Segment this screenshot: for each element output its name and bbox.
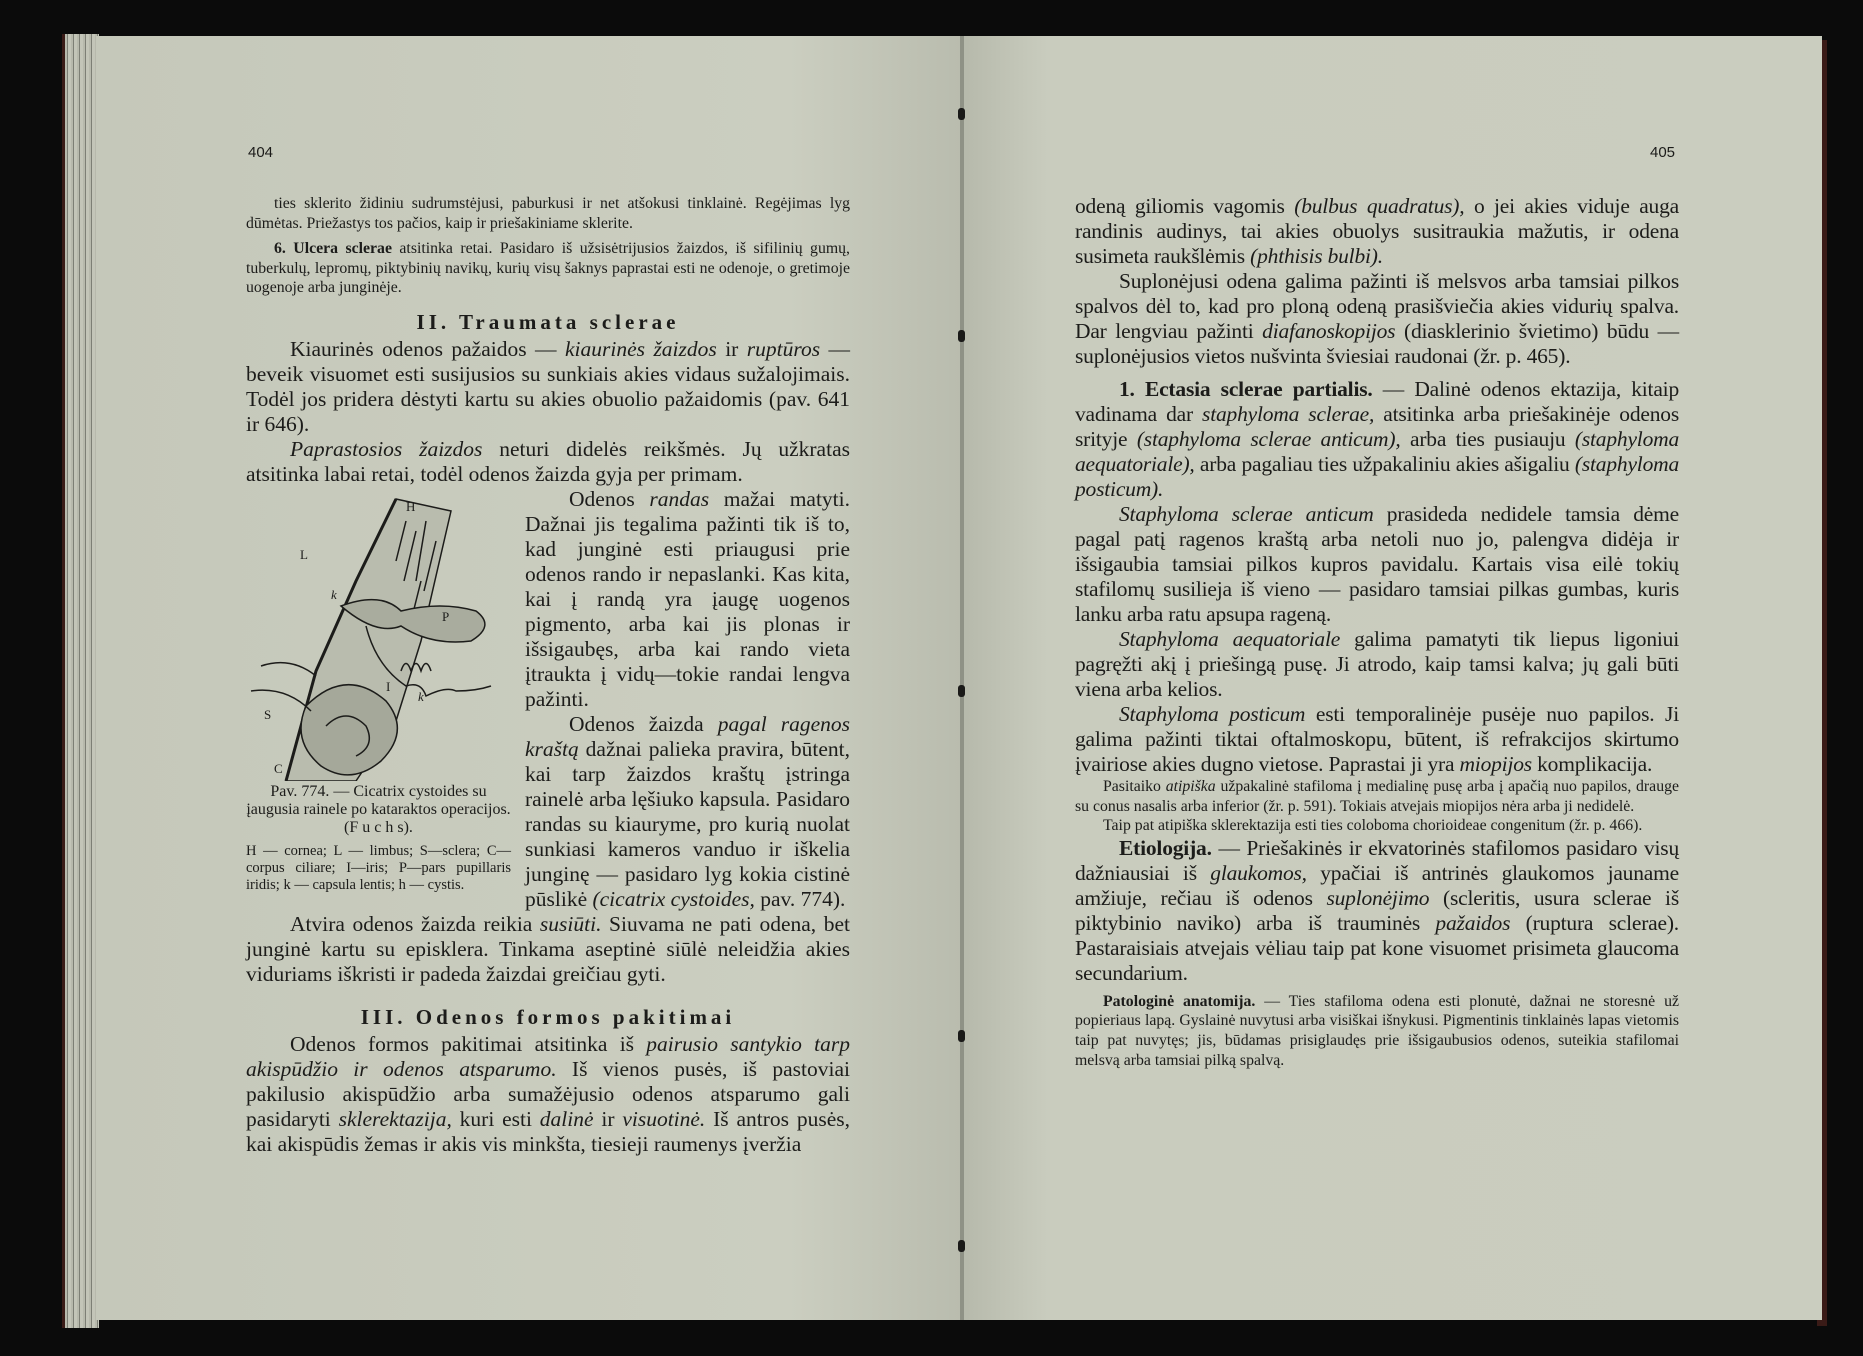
text-run: prasideda nedidele tamsia dėme pagal patį ragenos kraštą arba netoli nuo jo, palengva didėja ir išsigaubia tamsiai pilkos kupros pavidalu. Kartais visa eilė tokių stafilomų susilieja iš vieno — pasidaro tamsiai pilkas gumbas, kuris lanku arba ratu apsupa rageną. — [1075, 502, 1680, 626]
label-P: P — [442, 608, 450, 624]
text-run: ir — [716, 336, 747, 361]
text-run: galima pamatyti tik liepus ligoniui pagręžti akį į priešingą pusę. Ji atrodo, kaip tamsi kalva; jų gali būti viena arba kelios. — [1075, 627, 1679, 701]
text-run: pav. 774). — [754, 886, 846, 911]
italic-term: ruptūros — [746, 336, 821, 361]
text-run: kuri esti — [451, 1106, 540, 1131]
binding-stitch — [958, 1030, 965, 1042]
text-run: (scleritis, usura sclerae iš piktybinio naviko) arba iš trauminės — [1075, 885, 1679, 935]
italic-term: sklerektazija, — [338, 1106, 452, 1131]
text-run: (diasklerinio švietimo) būdu — suplonėjusios vietos nušvinta šviesiai raudonai (žr. p. 465). — [1075, 319, 1679, 368]
text-run: — Priešakinės ir ekvatorinės stafilomos pasidaro visų dažniausiai iš — [1075, 835, 1679, 885]
italic-term: randas — [649, 486, 710, 511]
paragraph — [1075, 702, 1679, 777]
text-run: Odenos žaizda — [569, 711, 718, 736]
text-run: Suplonėjusi odena galima pažinti iš melsvos arba tamsiai pilkos spalvos dėl to, kad pro ploną odeną prasišviečia akies vidurių spalva. Dar lengviau pažinti — [1075, 269, 1679, 343]
paragraph — [246, 912, 850, 987]
left-page — [96, 36, 962, 1320]
italic-term: Staphyloma sclerae anticum — [1119, 502, 1374, 526]
italic-term: (bulbus quadratus), — [1294, 194, 1465, 218]
italic-term: visuotinė. — [622, 1106, 706, 1131]
text-run: odeną giliomis vagomis — [1075, 194, 1295, 218]
paragraph — [1075, 816, 1679, 836]
italic-term: staphyloma sclerae, — [1202, 402, 1375, 426]
text-run: Taip pat atipiška sklerektazija esti ties coloboma chorioideae congenitum (žr. p. 466). — [1103, 817, 1643, 835]
italic-term: suplonėjimo — [1326, 885, 1430, 910]
italic-term: susiūti. — [539, 911, 602, 936]
text-run: atsitinka arba priešakinėje odenos srityje — [1075, 402, 1679, 451]
run-in-heading: 6. Ulcera sclerae — [274, 240, 392, 258]
label-H: H — [406, 498, 416, 514]
italic-term: miopijos — [1459, 752, 1532, 776]
text-run: — Ties stafiloma odena esti plonutė, dažnai ne storesnė už popieriaus lapą. Gyslainė nuvytusi arba visiškai išnykusi. Pigmentinis tinklainės lapas vietomis taip pat nuvytęs; jis, būdamas prisiglaudęs prie išsigaubusios odenos, suteikia stafilomai melsvą arba tamsiai pilką spalvą. — [1075, 992, 1679, 1069]
italic-term: Staphyloma aequatoriale — [1119, 627, 1341, 651]
italic-term: glaukomos, — [1210, 860, 1307, 885]
label-L: L — [300, 546, 308, 562]
paragraph — [1075, 194, 1679, 269]
italic-term: (staphyloma posticum). — [1075, 452, 1679, 501]
eye-wound-illustration — [246, 491, 511, 781]
paragraph — [246, 194, 850, 233]
italic-term: Paprastosios žaizdos — [290, 436, 483, 461]
run-in-heading: Etiologija. — [1119, 835, 1212, 860]
label-I: I — [386, 678, 391, 694]
text-run: Odenos — [569, 486, 650, 511]
label-k: k — [418, 688, 424, 704]
paragraph — [1075, 627, 1679, 702]
italic-term: pažaidos — [1435, 910, 1511, 935]
binding-stitch — [958, 330, 965, 342]
text-run: arba pagaliau ties užpakaliniu akies ašigaliu — [1194, 452, 1575, 476]
figure-caption: Pav. 774. — Cicatrix cystoides su įaugusia rainele po kataraktos operacijos. (F u c h s). — [246, 782, 511, 836]
paragraph — [246, 337, 850, 437]
paragraph — [1075, 777, 1679, 816]
paragraph — [1075, 992, 1679, 1070]
text-run: Pasitaiko — [1103, 778, 1166, 795]
text-run: Siuvama ne pati odena, bet junginė kartu su episklera. Tinkama aseptinė siūlė neleidžia akies viduriams iškristi ir padeda žaizdai greičiau gyti. — [246, 911, 851, 986]
text-run: o jei akies viduje auga randinis audinys, tai akies obuolys susitraukia mažutis, ir odena susimeta raukšlėmis — [1075, 194, 1679, 268]
paragraph — [246, 239, 850, 298]
italic-term: pagal ragenos kraštą — [525, 711, 850, 761]
italic-term: (staphyloma aequatoriale), — [1075, 427, 1679, 476]
section-heading: II. Traumata sclerae — [416, 309, 680, 334]
text-run: Iš antros pusės, kai akispūdis žemas ir akis vis minkšta, tiesieji raumenys įveržia — [246, 1106, 850, 1156]
text-run: Odenos formos pakitimai atsitinka iš — [290, 1031, 647, 1056]
page-number: 405 — [1650, 144, 1676, 161]
text-run: komplikacija. — [1531, 752, 1653, 776]
label-C: C — [274, 760, 283, 776]
section-heading: III. Odenos formos pakitimai — [360, 1004, 736, 1029]
italic-term: dalinė — [539, 1106, 594, 1131]
paragraph — [1075, 377, 1679, 502]
italic-term: (cicatrix cystoides, — [592, 886, 755, 911]
text-run: ypačiai iš antrinės glaukomos jauname amžiuje, rečiau iš odenos — [1075, 860, 1679, 910]
left-text-column — [246, 194, 850, 1157]
paragraph — [1075, 502, 1679, 627]
figure-legend: H — cornea; L — limbus; S—sclera; C—corpus ciliare; I—iris; P—pars pupillaris iridis; k — capsula lentis; h — cystis. — [246, 842, 511, 893]
text-run: (ruptura sclerae). Pastaraisiais atvejais vėliau taip pat kone visuomet prisimeta glaucoma secundarium. — [1075, 910, 1679, 985]
paragraph — [246, 1032, 850, 1157]
binding-stitch — [958, 685, 965, 697]
page-number: 404 — [248, 144, 274, 161]
paragraph — [1075, 269, 1679, 369]
figure-774 — [246, 491, 511, 894]
text-run: — Dalinė odenos ektazija, kitaip vadinama dar — [1075, 377, 1679, 426]
text-run: mažai matyti. Dažnai jis tegalima pažinti tik iš to, kad junginė esti priaugusi prie odenos rando ir nepaslanki. Kas kita, kai į randą yra įaugę uogenos pigmento, arba kai jis plonas ir išsigaubęs, arba kai rando vieta įtraukta į vidų—tokie randai lengva pažinti. — [525, 486, 851, 711]
italic-term: diafanoskopijos — [1262, 319, 1396, 343]
paragraph — [246, 437, 850, 487]
italic-term: pairusio santykio tarp akispūdžio ir odenos atsparumo. — [246, 1031, 850, 1081]
italic-term: atipiška — [1165, 778, 1216, 795]
text-run: ir — [593, 1106, 623, 1131]
text-run: arba ties pusiauju — [1400, 427, 1575, 451]
right-page — [962, 36, 1822, 1320]
text-run: — beveik visuomet esti susijusios su sunkiais akies vidaus sužalojimais. Todėl jos pridera dėstyti kartu su akies obuolio pažaidomis (pav. 641 ir 646). — [246, 336, 851, 436]
italic-term: Staphyloma posticum — [1119, 702, 1306, 726]
italic-term: (phthisis bulbi). — [1250, 244, 1383, 268]
run-in-heading: Patologinė anatomija. — [1103, 992, 1256, 1010]
text-run: esti temporalinėje pusėje nuo papilos. Ji galima pažinti tiktai oftalmoskopu, būtent, iš refrakcijos skirtumo įvairiose akies dugno vietose. Paprastai ji yra — [1075, 702, 1679, 776]
label-S: S — [264, 706, 272, 722]
paragraph — [1075, 836, 1679, 986]
text-run: ties sklerito židiniu sudrumstėjusi, paburkusi ir net atšokusi tinklainė. Regėjimas lyg dūmėtas. Priežastys tos pačios, kaip ir priešakiniame sklerite. — [246, 195, 850, 232]
page-edges-stack — [62, 34, 99, 1328]
text-run: dažnai palieka pravira, būtent, kai tarp žaizdos kraštų įstringa rainelė arba lęšiuko kapsula. Pasidaro randas su kiauryme, pro kurią nuolat sunkiasi kameros vanduo ir iškelia junginę — pasidaro lyg kokia cistinė pūslikė — [525, 736, 850, 911]
text-run: užpakalinė stafiloma į medialinę pusę arba į apačią nuo papilos, drauge su conus nasalis arba inferior (žr. p. 591). Tokiais atvejais miopijos nėra arba ji nedidelė. — [1075, 778, 1680, 815]
run-in-heading: 1. Ectasia sclerae partialis. — [1119, 377, 1373, 401]
text-run: neturi didelės reikšmės. Jų užkratas atsitinka labai retai, todėl odenos žaizda gyja per primam. — [246, 436, 850, 486]
text-run: Kiaurinės odenos pažaidos — — [290, 336, 565, 361]
italic-term: (staphyloma sclerae anticum), — [1136, 427, 1401, 451]
label-k: k — [331, 586, 337, 602]
binding-stitch — [958, 1240, 965, 1252]
text-run: Iš vienos pusės, iš pastoviai pakilusio akispūdžio arba sumažėjusio odenos atsparumo gali pasidaryti — [246, 1056, 850, 1131]
text-run: Atvira odenos žaizda reikia — [290, 911, 540, 936]
text-run: atsitinka retai. Pasidaro iš užsisėtrijusios žaizdos, iš sifilinių gumų, tuberkulų, lepromų, piktybinių navikų, kurių visų šaknys paprastai esti ne odenoje, o gretimoje uogenoje arba junginėje. — [246, 240, 850, 297]
book-spine — [960, 36, 964, 1320]
binding-stitch — [958, 108, 965, 120]
italic-term: kiaurinės žaizdos — [564, 336, 717, 361]
right-text-column — [1075, 194, 1679, 1070]
